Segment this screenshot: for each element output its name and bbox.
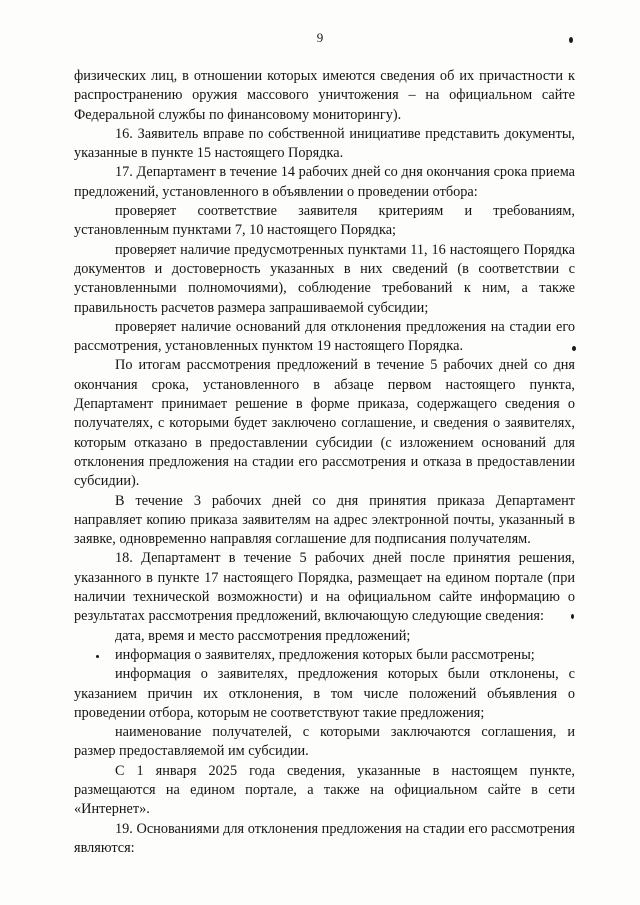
scan-speck (569, 37, 573, 43)
paragraph-16: 16. Заявитель вправе по собственной инициативе представить документы, указанные в пункте 15 настоящего Порядка. (74, 125, 575, 162)
paragraph-17-item-grounds: проверяет наличие оснований для отклонения предложения на стадии его рассмотрения, установленных пунктом 19 настоящего Порядка. (74, 318, 575, 355)
paragraph-continuation: физических лиц, в отношении которых имеются сведения об их причастности к распространению оружия массового уничтожения – на официальном сайте Федеральной службы по финансовому мониторингу). (74, 68, 575, 123)
page-number: 9 (316, 30, 324, 45)
paragraph-19: 19. Основаниями для отклонения предложения на стадии его рассмотрения являются: (74, 820, 575, 856)
paragraph-18-item-recipients: наименование получателей, с которыми заключаются соглашения, и размер предоставляемой им субсидии. (74, 724, 575, 760)
paragraph-18-item-reviewed: информация о заявителях, предложения которых были рассмотрены; (115, 646, 535, 663)
paragraph-17-notification: В течение 3 рабочих дней со дня принятия приказа Департамент направляет копию приказа заявителям на адрес электронной почты, указанный в заявке, одновременно направляя соглашение для подписания получателям. (74, 492, 575, 548)
paragraph-17-item-criteria: проверяет соответствие заявителя критериям и требованиям, установленным пунктами 7, 10 настоящего Порядка; (74, 203, 575, 239)
paragraph-17-item-documents: проверяет наличие предусмотренных пунктами 11, 16 настоящего Порядка документов и достоверность указанных в них сведений (в соответствии с установленными полномочиями), соблюдение требований к ним, а также правильность расчетов размера запрашиваемой субсидии; (74, 241, 575, 316)
paragraph-17-results: По итогам рассмотрения предложений в течение 5 рабочих дней со дня окончания срока, установленного в абзаце первом настоящего пункта, Департамент принимает решение в форме приказа, содержащего сведения о получателях, с которыми будет заключено соглашение, и сведения о заявителях, которым отказано в предоставлении субсидии (с изложением оснований для отклонения предложения на стадии его рассмотрения и отказа в предоставлении субсидии). (74, 357, 575, 490)
document-body (74, 67, 575, 858)
paragraph-18-item-date: дата, время и место рассмотрения предложений; (115, 627, 411, 644)
paragraph-18: 18. Департамент в течение 5 рабочих дней после принятия решения, указанного в пункте 17 настоящего Порядка, размещает на едином портале (при наличии технической возможности) и на официальном сайте информацию о результатах рассмотрения предложений, включающую следующие сведения: (74, 550, 575, 625)
paragraph-17: 17. Департамент в течение 14 рабочих дней со дня окончания срока приема предложений, установленного в объявлении о проведении отбора: (74, 164, 575, 200)
paragraph-18-from-2025: С 1 января 2025 года сведения, указанные в настоящем пункте, размещаются на едином портале, а также на официальном сайте в сети «Интернет». (74, 762, 575, 818)
paragraph-18-item-rejected: информация о заявителях, предложения которых были отклонены, с указанием причин их отклонения, в том числе положений объявления о проведении отбора, которым не соответствуют такие предложения; (74, 666, 575, 721)
